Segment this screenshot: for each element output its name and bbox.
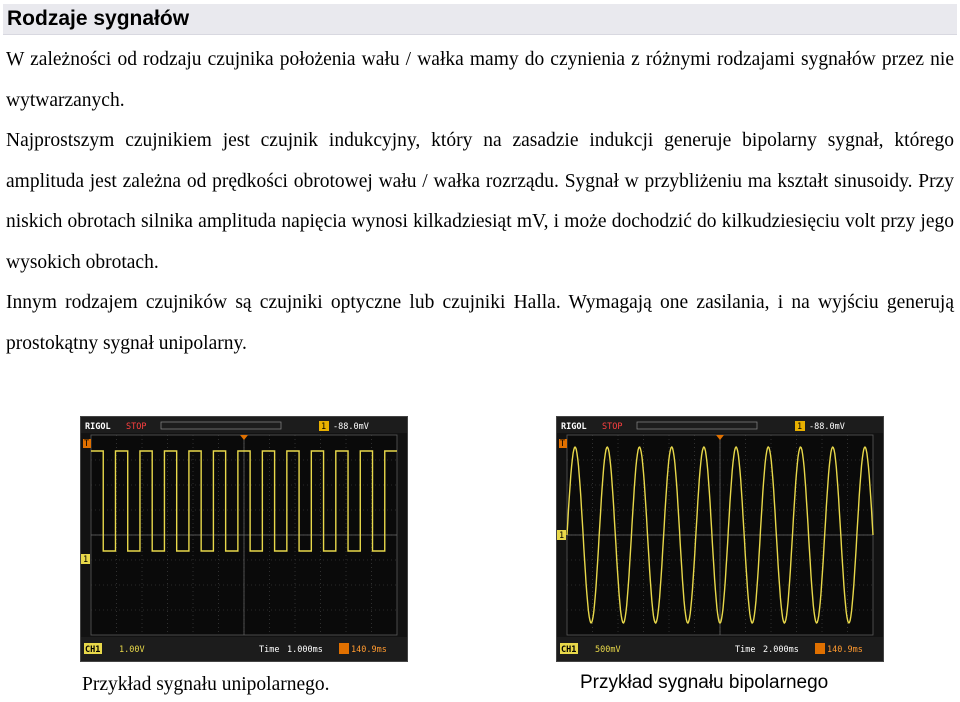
channel-label: CH1 — [561, 645, 577, 655]
time-offset: 140.9ms — [827, 645, 863, 655]
paragraph-hall-sensor: Innym rodzajem czujników są czujniki optyczne lub czujniki Halla. Wymagają one zasilania, i na wyjściu generują prostokątny sygnał unipolarny. — [6, 292, 954, 354]
offset-marker-icon — [339, 643, 349, 654]
trigger-position-text: T — [560, 439, 566, 449]
scope-status: STOP — [126, 422, 147, 432]
time-per-div: 2.000ms — [763, 645, 799, 655]
caption-unipolar: Przykład sygnału unipolarnego. — [82, 674, 330, 695]
channel-ground-marker-text: 1 — [83, 555, 89, 565]
trigger-marker-text: 1 — [321, 422, 327, 432]
paragraph-inductive-sensor: Najprostszym czujnikiem jest czujnik indukcyjny, który na zasadzie indukcji generuje bipolarny sygnał, którego amplituda jest zależna od prędkości obrotowej wału / wałka rozrządu. Sygnał w przybliżeniu ma kształt sinusoidy. Przy niskich obrotach silnika amplituda napięcia wynosi kilkadziesiąt mV, i może dochodzić do kilkudziesięciu volt przy jego wysokich obrotach. — [6, 130, 954, 273]
scope-status: STOP — [602, 422, 623, 432]
time-per-div: 1.000ms — [287, 645, 323, 655]
trigger-position-text: T — [84, 439, 90, 449]
trigger-marker-text: 1 — [797, 422, 803, 432]
caption-bipolar: Przykład sygnału bipolarnego — [580, 672, 829, 693]
trigger-level: -88.0mV — [333, 422, 369, 432]
scope-brand: RIGOL — [85, 422, 111, 432]
paragraph-intro: W zależności od rodzaju czujnika położenia wału / wałka mamy do czynienia z różnymi rodzajami sygnałów przez nie wytwarzanych. — [6, 49, 954, 111]
scope-screen — [81, 417, 407, 661]
trigger-level: -88.0mV — [809, 422, 845, 432]
channel-label: CH1 — [85, 645, 101, 655]
oscilloscope-screenshot-unipolar — [80, 416, 408, 662]
volts-per-div: 500mV — [595, 645, 621, 655]
offset-marker-icon — [815, 643, 825, 654]
time-label: Time — [259, 645, 280, 655]
time-offset: 140.9ms — [351, 645, 387, 655]
volts-per-div: 1.00V — [119, 645, 145, 655]
section-heading-bar — [3, 4, 957, 35]
time-label: Time — [735, 645, 756, 655]
oscilloscope-screenshot-bipolar — [556, 416, 884, 662]
scope-screen — [557, 417, 883, 661]
channel-ground-marker-text: 1 — [559, 531, 565, 541]
section-heading: Rodzaje sygnałów — [7, 7, 190, 30]
scope-brand: RIGOL — [561, 422, 587, 432]
